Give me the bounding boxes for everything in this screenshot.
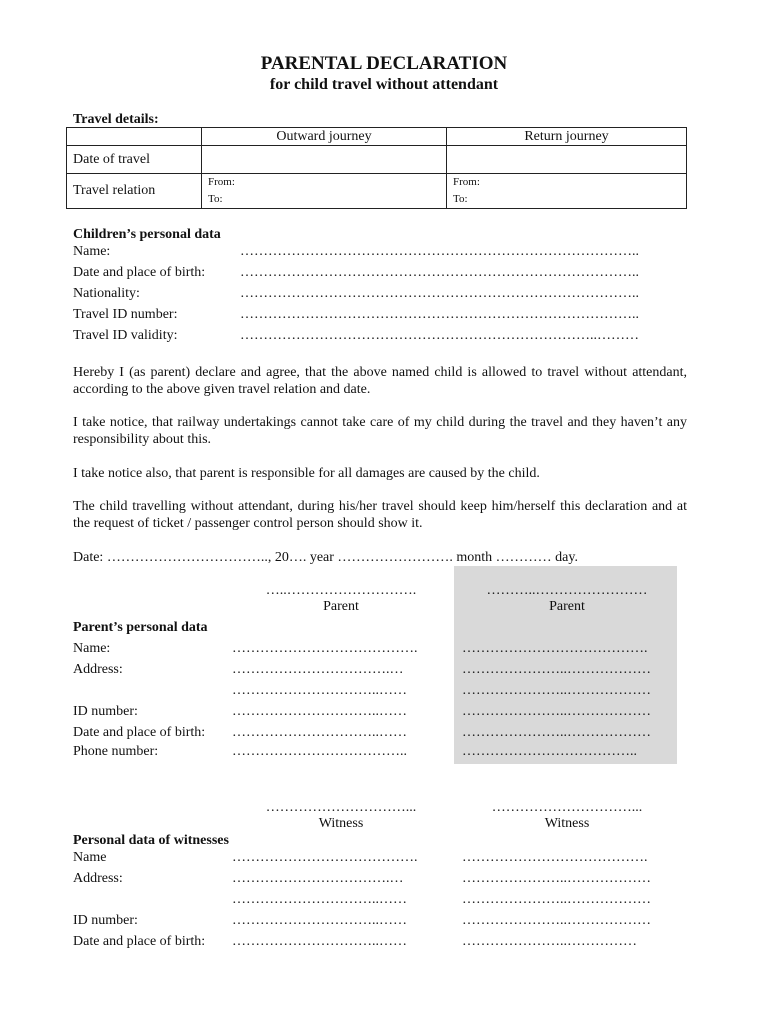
witness1-birth-field[interactable]: …………………………..…… [232, 934, 407, 949]
travel-details-heading: Travel details: [73, 112, 159, 127]
travel-table-corner [67, 128, 202, 146]
form-subtitle: for child travel without attendant [269, 76, 499, 93]
child-birth-field[interactable]: ………………………………………………………………………….. [240, 265, 639, 280]
witness2-id-field[interactable]: …………………..……………… [462, 913, 651, 928]
outward-from-label: From: [208, 176, 235, 188]
witness1-id-field[interactable]: …………………………..…… [232, 913, 407, 928]
witness1-address-field[interactable]: …………………………….… [232, 871, 404, 886]
return-relation-field[interactable] [447, 174, 687, 209]
witness-name-label: Name [73, 850, 107, 865]
witness-signature-label-1: Witness [318, 816, 364, 831]
witness-birth-label: Date and place of birth: [73, 934, 206, 949]
declaration-paragraph-2: I take notice, that railway undertakings cannot take care of my child during the travel and they haven’t any responsibility about this. [73, 415, 687, 447]
parent2-id-field[interactable]: …………………..……………… [462, 704, 651, 719]
witness-address-label: Address: [73, 871, 123, 886]
parent-signature-label-1: Parent [323, 599, 359, 614]
witness2-name-field[interactable]: …………………………………. [462, 850, 648, 865]
date-of-travel-label: Date of travel [67, 146, 202, 174]
outward-date-field[interactable] [202, 146, 447, 174]
parent-name-label: Name: [73, 641, 111, 656]
child-nationality-label: Nationality: [73, 286, 140, 301]
child-id-validity-field[interactable]: …………………………………………………………………..……… [240, 328, 639, 343]
form-title: PARENTAL DECLARATION [260, 53, 508, 74]
return-date-field[interactable] [447, 146, 687, 174]
parent-phone-label: Phone number: [73, 744, 159, 759]
witness2-address-field[interactable]: …………………..……………… [462, 871, 651, 886]
declaration-paragraph-4: The child travelling without attendant, during his/her travel should keep him/herself this declaration and at the request of ticket / passenger control person should show it. [73, 499, 687, 531]
return-from-label: From: [453, 176, 480, 188]
parent2-phone-field[interactable]: ……………………………….. [462, 744, 637, 759]
parent2-address-field-2[interactable]: …………………..……………… [462, 683, 651, 698]
child-name-label: Name: [73, 244, 111, 259]
parent-data-heading: Parent’s personal data [73, 620, 208, 635]
parent-id-label: ID number: [73, 704, 138, 719]
return-to-label: To: [453, 193, 468, 205]
child-id-validity-label: Travel ID validity: [73, 328, 178, 343]
witness1-name-field[interactable]: …………………………………. [232, 850, 418, 865]
child-travel-id-label: Travel ID number: [73, 307, 178, 322]
parent2-birth-field[interactable]: …………………..……………… [462, 725, 651, 740]
outward-to-label: To: [208, 193, 223, 205]
outward-journey-header: Outward journey [202, 128, 447, 146]
witness1-address-field-2[interactable]: …………………………..…… [232, 892, 407, 907]
children-data-heading: Children’s personal data [73, 227, 221, 242]
parent1-id-field[interactable]: …………………………..…… [232, 704, 407, 719]
parent1-address-field-2[interactable]: …………………………..…… [232, 683, 407, 698]
date-line[interactable]: Date: …………………………….., 20…. year ……………………. month ………… day. [73, 550, 578, 565]
witness2-address-field-2[interactable]: …………………..……………… [462, 892, 651, 907]
witness-signature-line-1[interactable]: …………………………... [265, 800, 417, 815]
child-birth-label: Date and place of birth: [73, 265, 206, 280]
parent-signature-line-2[interactable]: ………..…………………… [486, 583, 648, 598]
parent-signature-line-1[interactable]: …..………………………. [265, 583, 417, 598]
parent1-address-field[interactable]: …………………………….… [232, 662, 404, 677]
parent-address-label: Address: [73, 662, 123, 677]
witness-signature-line-2[interactable]: …………………………... [491, 800, 643, 815]
parent1-name-field[interactable]: …………………………………. [232, 641, 418, 656]
travel-relation-label: Travel relation [67, 174, 202, 209]
declaration-paragraph-1: Hereby I (as parent) declare and agree, that the above named child is allowed to travel without attendant, according to the above given travel relation and date. [73, 365, 687, 397]
parent2-address-field[interactable]: …………………..……………… [462, 662, 651, 677]
witness-data-heading: Personal data of witnesses [73, 833, 229, 848]
parent-signature-label-2: Parent [549, 599, 585, 614]
child-nationality-field[interactable]: ………………………………………………………………………….. [240, 286, 639, 301]
declaration-paragraph-3: I take notice also, that parent is responsible for all damages are caused by the child. [73, 466, 540, 481]
parent1-birth-field[interactable]: …………………………..…… [232, 725, 407, 740]
child-travel-id-field[interactable]: ………………………………………………………………………….. [240, 307, 639, 322]
witness-id-label: ID number: [73, 913, 138, 928]
child-name-field[interactable]: ………………………………………………………………………….. [240, 244, 639, 259]
return-journey-header: Return journey [447, 128, 687, 146]
travel-details-table [66, 127, 687, 209]
witness-signature-label-2: Witness [544, 816, 590, 831]
witness2-birth-field[interactable]: …………………..…………… [462, 934, 637, 949]
outward-relation-field[interactable] [202, 174, 447, 209]
parent2-name-field[interactable]: …………………………………. [462, 641, 648, 656]
parent1-phone-field[interactable]: ……………………………….. [232, 744, 407, 759]
parent-birth-label: Date and place of birth: [73, 725, 206, 740]
